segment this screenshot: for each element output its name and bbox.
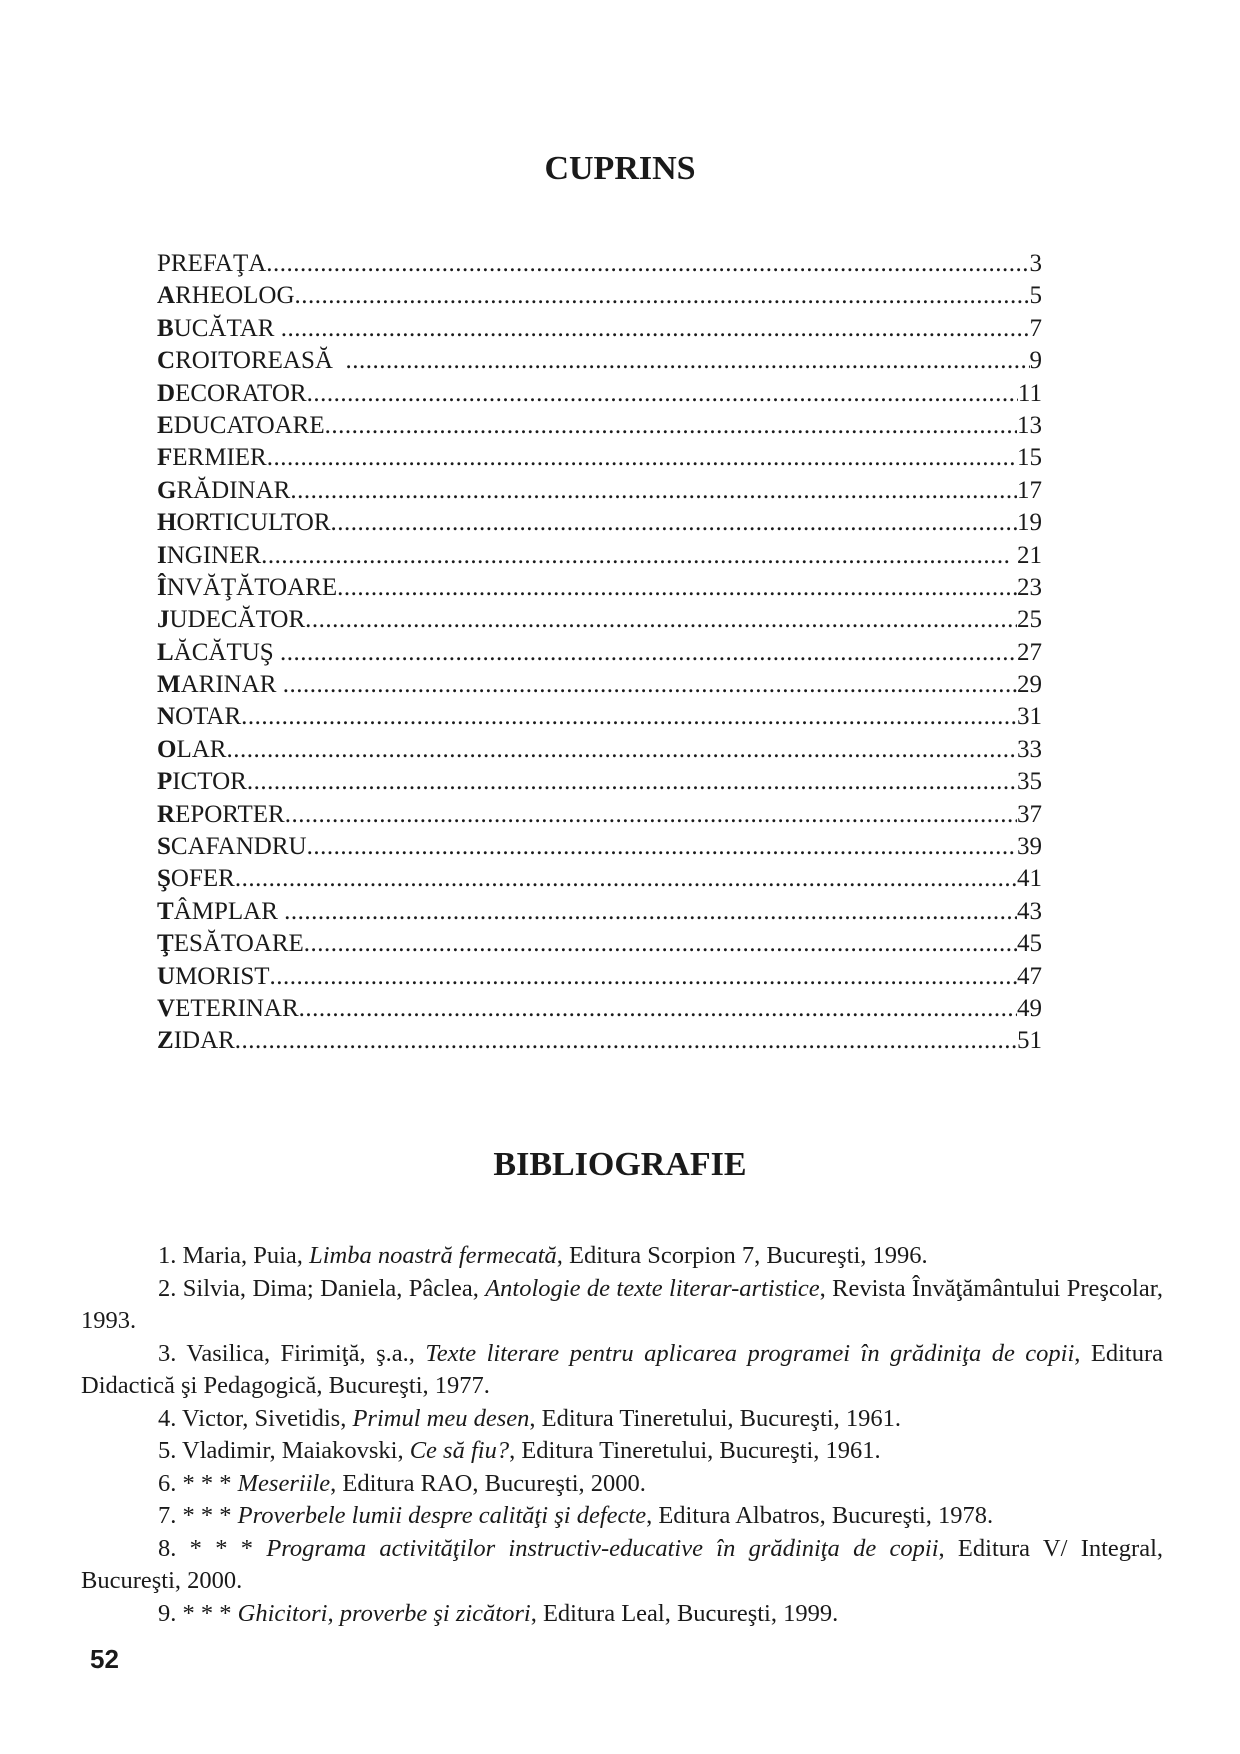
toc-entry — [157, 993, 1042, 1025]
bibliography-entry — [81, 1240, 1163, 1273]
toc-entry-label — [157, 475, 290, 507]
bibliography-author: 7. * * * — [158, 1502, 238, 1529]
toc-entry-page: 19 — [1017, 509, 1042, 537]
toc-entry-initial: P — [157, 768, 173, 796]
toc-entry-rest: ETERINAR — [175, 994, 299, 1022]
toc-entry — [157, 313, 1042, 345]
toc-entry-rest: DUCATOARE — [173, 411, 325, 439]
toc-entry-page: 35 — [1017, 768, 1042, 796]
toc-leader-dots — [305, 604, 1017, 636]
toc-leader-dots — [307, 831, 1017, 863]
toc-entry-initial: R — [157, 800, 176, 828]
table-of-contents — [157, 248, 1042, 1058]
bibliography-author: 1. Maria, Puia, — [158, 1242, 310, 1269]
toc-entry-initial: U — [157, 962, 176, 990]
toc-leader-dots — [281, 313, 1030, 345]
bibliography-entry — [81, 1500, 1163, 1533]
toc-entry-initial: Z — [157, 1027, 174, 1055]
toc-entry-page: 43 — [1017, 897, 1042, 925]
toc-entry-initial: M — [157, 671, 181, 699]
bibliography-publisher: , Editura Tineretului, Bucureşti, 1961. — [529, 1404, 901, 1432]
toc-entry-label — [157, 572, 337, 604]
bibliography-author: 3. Vasilica, Firimiţă, ş.a., — [158, 1339, 426, 1367]
toc-entry-label — [157, 863, 235, 895]
toc-entry-page: 21 — [1010, 541, 1042, 569]
bibliography-book-title: Limba noastră fermecată — [309, 1242, 557, 1269]
toc-entry-rest: ICTOR — [172, 768, 247, 796]
page-number: 52 — [90, 1644, 119, 1674]
toc-entry-label — [157, 831, 307, 863]
toc-entry-rest: ERMIER — [172, 444, 267, 472]
toc-entry-initial: J — [157, 606, 170, 634]
bibliography-publisher: , Revista Învăţământului Preşcolar, 1993. — [81, 1274, 1163, 1334]
bibliography-author: 6. * * * — [158, 1469, 238, 1497]
toc-leader-dots — [226, 734, 1017, 766]
bibliography-list — [81, 1240, 1163, 1630]
toc-entry-page: 5 — [1029, 282, 1042, 310]
toc-leader-dots — [290, 475, 1017, 507]
toc-entry — [157, 604, 1042, 636]
bibliography-entry — [81, 1598, 1163, 1631]
toc-entry-initial: N — [157, 703, 176, 731]
bibliography-book-title: Antologie de texte literar-artistice — [485, 1274, 820, 1302]
toc-entry-initial: S — [157, 833, 171, 861]
toc-entry-rest: ORTICULTOR — [176, 509, 331, 537]
bibliography-book-title: Texte literare pentru aplicarea programei în grădiniţa de copii — [425, 1339, 1075, 1367]
toc-entry-label — [157, 669, 283, 701]
bibliography-entry — [81, 1273, 1163, 1338]
toc-entry-rest: ÂMPLAR — [173, 897, 285, 925]
toc-leader-dots — [267, 442, 1017, 474]
toc-entry-rest: NVĂŢĂTOARE — [166, 573, 338, 601]
toc-leader-dots — [285, 799, 1017, 831]
toc-entry — [157, 442, 1042, 474]
toc-entry-initial: T — [157, 897, 174, 925]
bibliography-book-title: Ghicitori, proverbe şi zicători — [237, 1599, 531, 1627]
toc-entry-rest: RĂDINAR — [176, 476, 291, 504]
toc-leader-dots — [284, 896, 1017, 928]
bibliography-title: BIBLIOGRAFIE — [493, 1146, 747, 1183]
toc-leader-dots — [261, 540, 1011, 572]
bibliography-book-title: Primul meu desen — [352, 1404, 530, 1432]
bibliography-author: 4. Victor, Sivetidis, — [158, 1404, 353, 1432]
toc-leader-dots — [241, 701, 1017, 733]
toc-entry-rest: IDAR — [173, 1027, 235, 1055]
toc-leader-dots — [304, 928, 1017, 960]
toc-leader-dots — [235, 863, 1017, 895]
toc-entry-label — [157, 604, 305, 636]
toc-entry-page: 29 — [1017, 671, 1042, 699]
toc-entry-initial: Ţ — [157, 930, 174, 958]
toc-entry-rest: CAFANDRU — [170, 833, 307, 861]
toc-entry-page: 41 — [1017, 865, 1042, 893]
toc-leader-dots — [337, 572, 1017, 604]
toc-entry-label — [157, 248, 266, 280]
toc-title: CUPRINS — [544, 150, 696, 187]
toc-entry-page: 15 — [1017, 444, 1042, 472]
toc-entry-rest: ARINAR — [180, 671, 283, 699]
bibliography-author: 2. Silvia, Dima; Daniela, Pâclea, — [158, 1274, 486, 1302]
bibliography-book-title: Proverbele lumii despre calităţi şi defecte — [237, 1502, 647, 1529]
toc-entry-label — [157, 799, 285, 831]
toc-entry-label — [157, 766, 247, 798]
toc-leader-dots — [283, 669, 1017, 701]
toc-entry-initial: V — [157, 994, 176, 1022]
bibliography-entry — [81, 1338, 1163, 1403]
toc-entry — [157, 961, 1042, 993]
toc-entry-label — [157, 507, 331, 539]
toc-entry-initial: C — [157, 347, 176, 375]
toc-entry — [157, 766, 1042, 798]
bibliography-publisher: , Editura RAO, Bucureşti, 2000. — [330, 1469, 646, 1497]
toc-entry — [157, 637, 1042, 669]
toc-entry-page: 49 — [1017, 994, 1042, 1022]
bibliography-publisher: , Editura Scorpion 7, Bucureşti, 1996. — [556, 1242, 928, 1269]
toc-entry-label — [157, 378, 307, 410]
toc-entry-label — [157, 280, 295, 312]
toc-entry-rest: ROITOREASĂ — [175, 347, 346, 375]
toc-entry-page: 13 — [1017, 411, 1042, 439]
toc-entry-label — [157, 540, 261, 572]
toc-entry-page: 51 — [1017, 1027, 1042, 1055]
toc-entry-initial: F — [157, 444, 173, 472]
bibliography-book-title: Programa activităţilor instructiv-educative în grădiniţa de copii — [266, 1534, 939, 1562]
toc-entry-initial: A — [157, 282, 176, 310]
toc-entry-page: 37 — [1017, 800, 1042, 828]
toc-entry — [157, 540, 1042, 572]
toc-leader-dots — [266, 248, 1029, 280]
bibliography-book-title: Meseriile — [237, 1469, 331, 1497]
toc-entry-rest: MORIST — [175, 962, 270, 990]
bibliography-publisher: , Editura V/ Integral, Bucureşti, 2000. — [81, 1534, 1163, 1594]
bibliography-entry — [81, 1435, 1163, 1468]
toc-entry-page: 7 — [1029, 314, 1042, 342]
toc-leader-dots — [325, 410, 1017, 442]
toc-entry — [157, 345, 1042, 377]
toc-entry-initial: I — [157, 541, 167, 569]
toc-entry — [157, 280, 1042, 312]
toc-entry-label — [157, 701, 241, 733]
toc-entry-rest: LAR — [176, 735, 227, 763]
toc-leader-dots — [247, 766, 1017, 798]
toc-entry — [157, 475, 1042, 507]
toc-entry-initial: L — [157, 638, 174, 666]
toc-entry — [157, 831, 1042, 863]
toc-entry — [157, 378, 1042, 410]
toc-entry-initial: D — [157, 379, 176, 407]
bibliography-publisher: , Editura Albatros, Bucureşti, 1978. — [646, 1502, 994, 1529]
toc-entry-label — [157, 734, 226, 766]
toc-leader-dots — [280, 637, 1017, 669]
toc-entry-page: 3 — [1029, 250, 1042, 277]
toc-entry — [157, 734, 1042, 766]
toc-entry-page: 27 — [1017, 638, 1042, 666]
bibliography-publisher: , Editura Leal, Bucureşti, 1999. — [530, 1599, 839, 1627]
toc-entry — [157, 572, 1042, 604]
toc-entry-label — [157, 313, 281, 345]
toc-entry-page: 31 — [1017, 703, 1042, 731]
toc-entry-page: 17 — [1017, 476, 1042, 504]
toc-entry — [157, 701, 1042, 733]
toc-entry-rest: OTAR — [175, 703, 242, 731]
bibliography-entry — [81, 1533, 1163, 1598]
toc-entry-page: 25 — [1017, 606, 1042, 634]
toc-leader-dots — [307, 378, 1018, 410]
toc-entry-label — [157, 410, 325, 442]
bibliography-book-title: Ce să fiu? — [409, 1437, 510, 1464]
toc-entry-page: 11 — [1017, 379, 1042, 407]
toc-entry-page: 39 — [1017, 833, 1042, 861]
toc-entry — [157, 799, 1042, 831]
toc-entry-label — [157, 928, 304, 960]
toc-entry-rest: UCĂTAR — [173, 314, 281, 342]
toc-entry — [157, 507, 1042, 539]
toc-entry-rest: RHEOLOG — [175, 282, 295, 310]
toc-entry — [157, 248, 1042, 280]
toc-entry-initial: O — [157, 735, 177, 763]
toc-entry-label — [157, 993, 299, 1025]
toc-entry — [157, 669, 1042, 701]
toc-entry-page: 23 — [1017, 573, 1042, 601]
toc-entry-page: 9 — [1029, 347, 1042, 375]
toc-entry-label — [157, 896, 284, 928]
toc-entry-rest: ECORATOR — [175, 379, 307, 407]
bibliography-publisher: , Editura Tineretului, Bucureşti, 1961. — [509, 1437, 881, 1464]
toc-entry-label — [157, 637, 280, 669]
toc-entry-rest: EPORTER — [175, 800, 285, 828]
toc-leader-dots — [235, 1025, 1017, 1057]
toc-entry — [157, 928, 1042, 960]
toc-leader-dots — [299, 993, 1017, 1025]
toc-entry — [157, 863, 1042, 895]
toc-entry-label — [157, 442, 267, 474]
toc-entry-rest: ESĂTOARE — [173, 930, 304, 958]
toc-entry-initial: Î — [157, 573, 167, 601]
toc-entry-rest: ĂCĂTUŞ — [173, 638, 280, 666]
toc-entry-rest: NGINER — [166, 541, 262, 569]
toc-entry-initial: E — [157, 411, 174, 439]
toc-entry-page: 47 — [1017, 962, 1042, 990]
toc-entry — [157, 410, 1042, 442]
bibliography-entry — [81, 1468, 1163, 1501]
toc-leader-dots — [295, 280, 1030, 312]
toc-entry-label — [157, 1025, 235, 1057]
bibliography-author: 5. Vladimir, Maiakovski, — [158, 1437, 410, 1464]
bibliography-publisher: , Editura Didactică şi Pedagogică, Bucureşti, 1977. — [81, 1339, 1163, 1399]
bibliography-author: 8. * * * — [158, 1534, 267, 1562]
toc-entry-label — [157, 961, 270, 993]
toc-entry-initial: H — [157, 509, 177, 537]
toc-entry-rest: OFER — [170, 865, 235, 893]
toc-entry-rest: UDECĂTOR — [169, 606, 306, 634]
toc-entry-page: 45 — [1017, 930, 1042, 958]
toc-entry-label — [157, 345, 345, 377]
toc-leader-dots — [345, 345, 1029, 377]
toc-entry — [157, 896, 1042, 928]
bibliography-entry — [81, 1403, 1163, 1436]
toc-leader-dots — [270, 961, 1017, 993]
toc-entry-initial: B — [157, 314, 174, 342]
toc-entry-page: 33 — [1017, 735, 1042, 763]
toc-entry-initial: Ş — [157, 865, 171, 893]
toc-entry — [157, 1025, 1042, 1057]
bibliography-author: 9. * * * — [158, 1599, 238, 1627]
toc-entry-initial: G — [157, 476, 177, 504]
toc-entry-rest: PREFAŢA — [157, 250, 267, 277]
toc-leader-dots — [331, 507, 1017, 539]
